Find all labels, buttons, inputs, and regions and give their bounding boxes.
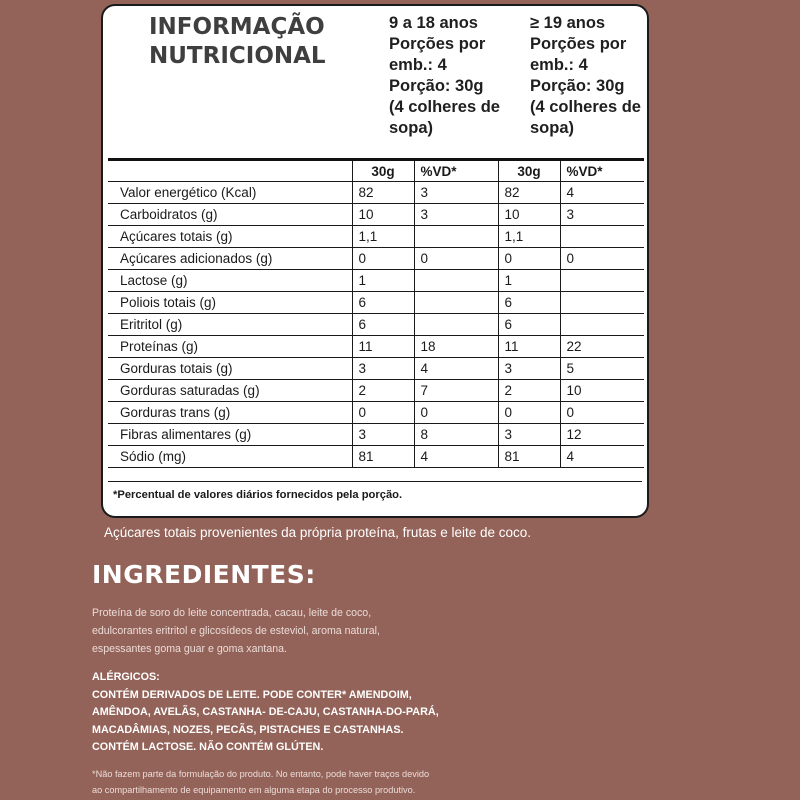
sugar-source-note: Açúcares totais provenientes da própria proteína, frutas e leite de coco. xyxy=(104,525,531,540)
qty-19-plus-cell: 0 xyxy=(498,402,560,424)
nutrient-label: Sódio (mg) xyxy=(108,446,352,468)
nutrient-label: Açúcares totais (g) xyxy=(108,226,352,248)
header-blank-cell xyxy=(108,160,352,182)
table-row xyxy=(108,336,644,358)
qty-19-plus-cell: 1 xyxy=(498,270,560,292)
vd-19-plus-cell: 0 xyxy=(560,248,644,270)
footnote-divider xyxy=(108,481,642,482)
header-qty-9-18: 30g xyxy=(352,160,414,182)
vd-19-plus-cell: 22 xyxy=(560,336,644,358)
ingredients-line: espessantes goma guar e goma xantana. xyxy=(92,643,287,655)
qty-9-18-cell: 81 xyxy=(352,446,414,468)
allergens-line: AMÊNDOA, AVELÃS, CASTANHA- DE-CAJU, CASTANHA-DO-PARÁ, xyxy=(92,706,439,718)
table-row xyxy=(108,314,644,336)
ingredients-text xyxy=(92,604,432,658)
title-line: NUTRICIONAL xyxy=(149,43,326,69)
nutrient-label: Fibras alimentares (g) xyxy=(108,424,352,446)
qty-19-plus-cell: 3 xyxy=(498,424,560,446)
vd-9-18-cell xyxy=(414,270,498,292)
qty-9-18-cell: 0 xyxy=(352,248,414,270)
qty-19-plus-cell: 82 xyxy=(498,182,560,204)
qty-9-18-cell: 0 xyxy=(352,402,414,424)
table-row xyxy=(108,182,644,204)
table-row xyxy=(108,248,644,270)
nutrient-label: Poliois totais (g) xyxy=(108,292,352,314)
vd-9-18-cell: 7 xyxy=(414,380,498,402)
vd-19-plus-cell: 10 xyxy=(560,380,644,402)
table-row xyxy=(108,446,644,468)
qty-19-plus-cell: 3 xyxy=(498,358,560,380)
nutrient-label: Gorduras totais (g) xyxy=(108,358,352,380)
qty-9-18-cell: 3 xyxy=(352,424,414,446)
vd-19-plus-cell: 5 xyxy=(560,358,644,380)
vd-19-plus-cell xyxy=(560,226,644,248)
header-vd-19-plus: %VD* xyxy=(560,160,644,182)
nutrition-facts-label xyxy=(101,4,649,518)
qty-19-plus-cell: 6 xyxy=(498,314,560,336)
qty-19-plus-cell: 2 xyxy=(498,380,560,402)
vd-19-plus-cell: 12 xyxy=(560,424,644,446)
qty-9-18-cell: 1,1 xyxy=(352,226,414,248)
disclaimer-line: *Não fazem parte da formulação do produto. No entanto, pode haver traços devido xyxy=(92,769,430,779)
table-row xyxy=(108,402,644,424)
vd-9-18-cell: 4 xyxy=(414,358,498,380)
serving-line: Porção: 30g xyxy=(530,77,625,95)
vd-19-plus-cell: 4 xyxy=(560,182,644,204)
serving-info-9-18 xyxy=(389,13,514,139)
vd-19-plus-cell xyxy=(560,292,644,314)
serving-line: Porções por xyxy=(389,35,486,53)
allergens-heading: ALÉRGICOS: xyxy=(92,671,160,683)
vd-19-plus-cell: 3 xyxy=(560,204,644,226)
qty-9-18-cell: 10 xyxy=(352,204,414,226)
vd-19-plus-cell xyxy=(560,314,644,336)
qty-19-plus-cell: 1,1 xyxy=(498,226,560,248)
serving-info-19-plus xyxy=(530,13,650,139)
allergens-line: CONTÉM LACTOSE. NÃO CONTÉM GLÚTEN. xyxy=(92,741,324,753)
qty-9-18-cell: 6 xyxy=(352,314,414,336)
qty-9-18-cell: 3 xyxy=(352,358,414,380)
vd-19-plus-cell: 0 xyxy=(560,402,644,424)
nutrition-table xyxy=(108,158,644,468)
serving-line: sopa) xyxy=(389,119,434,137)
ingredients-line: edulcorantes eritritol e glicosídeos de esteviol, aroma natural, xyxy=(92,625,380,637)
table-row xyxy=(108,292,644,314)
table-row xyxy=(108,204,644,226)
qty-9-18-cell: 2 xyxy=(352,380,414,402)
nutrient-label: Eritritol (g) xyxy=(108,314,352,336)
nutrient-label: Açúcares adicionados (g) xyxy=(108,248,352,270)
header-vd-9-18: %VD* xyxy=(414,160,498,182)
qty-9-18-cell: 11 xyxy=(352,336,414,358)
allergens-block xyxy=(92,669,439,757)
table-row xyxy=(108,424,644,446)
nutrient-label: Gorduras trans (g) xyxy=(108,402,352,424)
serving-line: (4 colheres de xyxy=(389,98,500,116)
serving-line: Porção: 30g xyxy=(389,77,484,95)
title-line: INFORMAÇÃO xyxy=(149,14,325,40)
qty-19-plus-cell: 81 xyxy=(498,446,560,468)
traces-disclaimer xyxy=(92,767,429,798)
vd-9-18-cell xyxy=(414,292,498,314)
daily-value-footnote: *Percentual de valores diários fornecidos pela porção. xyxy=(113,489,403,501)
vd-9-18-cell: 4 xyxy=(414,446,498,468)
nutrition-title xyxy=(149,13,326,71)
table-row xyxy=(108,358,644,380)
nutrient-label: Lactose (g) xyxy=(108,270,352,292)
qty-19-plus-cell: 10 xyxy=(498,204,560,226)
vd-9-18-cell: 0 xyxy=(414,248,498,270)
qty-9-18-cell: 1 xyxy=(352,270,414,292)
allergens-line: CONTÉM DERIVADOS DE LEITE. PODE CONTER* AMENDOIM, xyxy=(92,688,412,701)
table-header-row xyxy=(108,160,644,182)
serving-line: (4 colheres de xyxy=(530,98,641,116)
ingredients-line: Proteína de soro do leite concentrada, cacau, leite de coco, xyxy=(92,607,372,619)
qty-19-plus-cell: 0 xyxy=(498,248,560,270)
nutrient-label: Carboidratos (g) xyxy=(108,204,352,226)
qty-9-18-cell: 6 xyxy=(352,292,414,314)
qty-19-plus-cell: 6 xyxy=(498,292,560,314)
qty-19-plus-cell: 11 xyxy=(498,336,560,358)
serving-line: emb.: 4 xyxy=(389,56,447,74)
vd-9-18-cell: 8 xyxy=(414,424,498,446)
vd-9-18-cell xyxy=(414,226,498,248)
vd-9-18-cell: 3 xyxy=(414,182,498,204)
header-qty-19-plus: 30g xyxy=(498,160,560,182)
vd-19-plus-cell: 4 xyxy=(560,446,644,468)
serving-line: sopa) xyxy=(530,119,575,137)
nutrient-label: Valor energético (Kcal) xyxy=(108,182,352,204)
table-row xyxy=(108,226,644,248)
vd-9-18-cell: 18 xyxy=(414,336,498,358)
ingredients-heading: INGREDIENTES: xyxy=(92,560,316,589)
vd-9-18-cell xyxy=(414,314,498,336)
age-group-label: 9 a 18 anos xyxy=(389,14,478,32)
age-group-label: ≥ 19 anos xyxy=(530,14,606,32)
allergens-line: MACADÂMIAS, NOZES, PECÃS, PISTACHES E CASTANHAS. xyxy=(92,723,404,736)
vd-9-18-cell: 3 xyxy=(414,204,498,226)
vd-9-18-cell: 0 xyxy=(414,402,498,424)
table-row xyxy=(108,270,644,292)
nutrient-label: Gorduras saturadas (g) xyxy=(108,380,352,402)
serving-line: Porções por xyxy=(530,35,627,53)
nutrient-label: Proteínas (g) xyxy=(108,336,352,358)
vd-19-plus-cell xyxy=(560,270,644,292)
serving-line: emb.: 4 xyxy=(530,56,588,74)
qty-9-18-cell: 82 xyxy=(352,182,414,204)
table-row xyxy=(108,380,644,402)
disclaimer-line: ao compartilhamento de equipamento em alguma etapa do processo produtivo. xyxy=(92,784,416,795)
